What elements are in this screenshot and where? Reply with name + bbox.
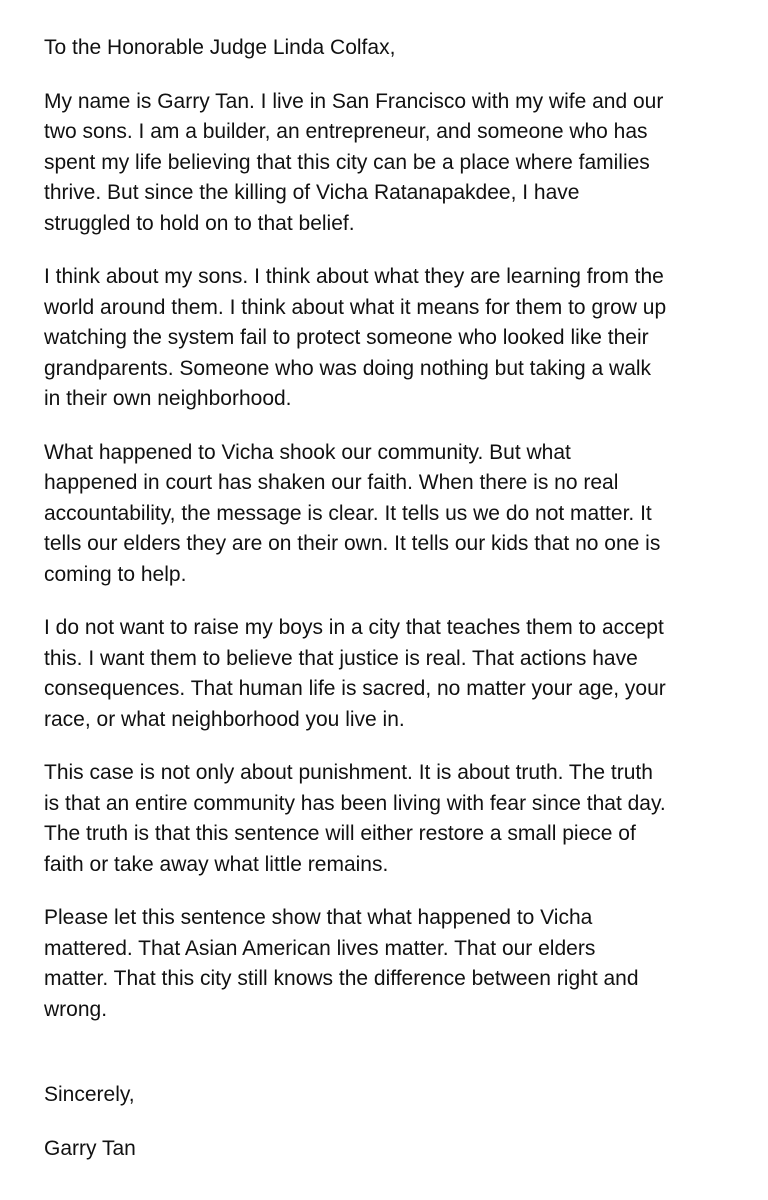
signature: Garry Tan [44, 1136, 136, 1160]
paragraph-1: My name is Garry Tan. I live in San Francisco with my wife and our two sons. I am a builder, an entrepreneur, and someone who has spent my life believing that this city can be a place where families thrive. But since the killing of Vicha Ratanapakdee, I have struggled to hold on to that belief. [44, 89, 664, 235]
paragraph-2: I think about my sons. I think about what they are learning from the world around them. I think about what it means for them to grow up watching the system fail to protect someone who looked like their grandparents. Someone who was doing nothing but taking a walk in their own neighborhood. [44, 265, 667, 410]
closing: Sincerely, [44, 1083, 135, 1106]
paragraph-3: What happened to Vicha shook our community. But what happened in court has shaken our faith. When there is no real accountability, the message is clear. It tells us we do not matter. It tells our elders they are on their own. It tells our kids that no one is coming to help. [44, 440, 661, 586]
letter [44, 33, 734, 1164]
salutation: To the Honorable Judge Linda Colfax, [44, 36, 396, 59]
paragraph-5: This case is not only about punishment. It is about truth. The truth is that an entire community has been living with fear since that day. The truth is that this sentence will either restore a small piece of faith or take away what little remains. [44, 761, 666, 876]
paragraph-4: I do not want to raise my boys in a city that teaches them to accept this. I want them to believe that justice is real. That actions have consequences. That human life is sacred, no matter your age, your race, or what neighborhood you live in. [44, 616, 666, 731]
paragraph-6: Please let this sentence show that what happened to Vicha mattered. That Asian American lives matter. That our elders matter. That this city still knows the difference between right and wrong. [44, 906, 639, 1021]
